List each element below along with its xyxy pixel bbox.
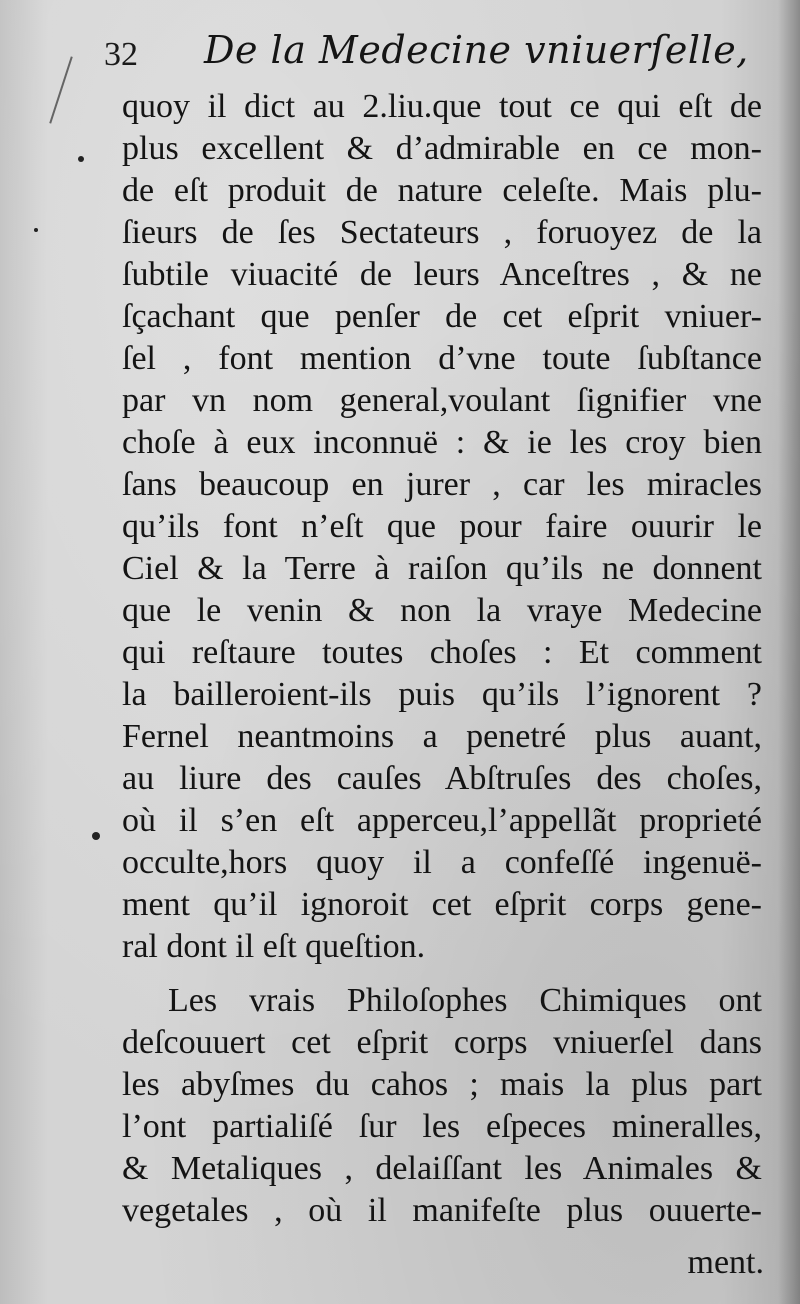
- text-line: Ciel & la Terre à raiſon qu’ils ne donnent: [122, 550, 762, 587]
- paragraph: [122, 86, 762, 968]
- text-line: vegetales , où il manifeſte plus ouuerte-: [122, 1192, 762, 1229]
- paragraph: [122, 980, 762, 1232]
- text-line: la bailleroient-ils puis qu’ils l’ignorent ?: [122, 676, 762, 713]
- ink-speck: [34, 228, 38, 232]
- text-line: ſçachant que penſer de cet eſprit vniuer-: [122, 298, 762, 335]
- page-edge-shadow: [778, 0, 800, 1304]
- text-line: quoy il dict au 2.liu.que tout ce qui eſt de: [122, 88, 762, 125]
- text-line: par vn nom general,voulant ſignifier vne: [122, 382, 762, 419]
- ink-speck: [92, 832, 100, 840]
- text-line: ment qu’il ignoroit cet eſprit corps gene-: [122, 886, 762, 923]
- text-line: au liure des cauſes Abſtruſes des choſes,: [122, 760, 762, 797]
- text-line: ſubtile viuacité de leurs Anceſtres , & ne: [122, 256, 762, 293]
- text-line: Les vrais Philoſophes Chimiques ont: [168, 982, 762, 1019]
- text-line: l’ont partialiſé ſur les eſpeces mineralles,: [122, 1108, 762, 1145]
- text-line: ſel , font mention d’vne toute ſubſtance: [122, 340, 762, 377]
- margin-ink-stroke: [49, 56, 73, 123]
- ink-speck: [78, 156, 84, 162]
- page-header: [104, 22, 764, 86]
- text-line: occulte,hors quoy il a confeſſé ingenuë-: [122, 844, 762, 881]
- text-line: ſans beaucoup en jurer , car les miracles: [122, 466, 762, 503]
- body-text: [122, 86, 762, 1232]
- text-line: qu’ils font n’eſt que pour faire ouurir le: [122, 508, 762, 545]
- text-line: deſcouuert cet eſprit corps vniuerſel dans: [122, 1024, 762, 1061]
- running-head: De la Medecine vniuerſelle,: [204, 28, 749, 72]
- text-line: choſe à eux inconnuë : & ie les croy bien: [122, 424, 762, 461]
- text-line: que le venin & non la vraye Medecine: [122, 592, 762, 629]
- catchword: ment.: [687, 1244, 764, 1281]
- page-number: 32: [104, 36, 138, 73]
- text-line: ral dont il eſt queſtion.: [122, 928, 426, 965]
- text-line: qui reſtaure toutes choſes : Et comment: [122, 634, 762, 671]
- text-line: plus excellent & d’admirable en ce mon-: [122, 130, 762, 167]
- text-line: Fernel neantmoins a penetré plus auant,: [122, 718, 762, 755]
- text-line: les abyſmes du cahos ; mais la plus part: [122, 1066, 762, 1103]
- text-line: ſieurs de ſes Sectateurs , foruoyez de la: [122, 214, 762, 251]
- text-line: où il s’en eſt apperceu,l’appellãt proprieté: [122, 802, 762, 839]
- text-line: de eſt produit de nature celeſte. Mais plu-: [122, 172, 762, 209]
- text-line: & Metaliques , delaiſſant les Animales &: [122, 1150, 762, 1187]
